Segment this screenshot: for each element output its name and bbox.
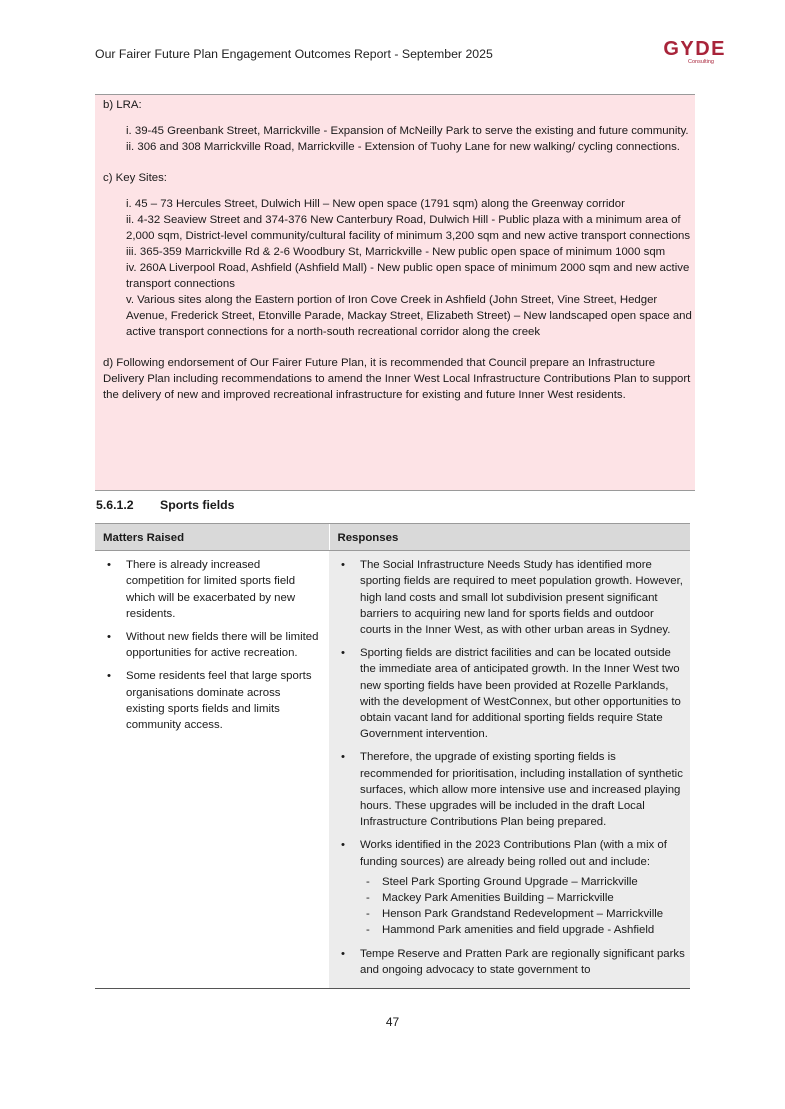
response-item: • Sporting fields are district facilities and can be located outside the immediate area of anticipated growth. In the Inner West two new sporting fields have been provided at Rozelle Parklands, with the development of WestConnex, but other opportunities to obtain vacant land for additional sporting fields require State Government intervention. xyxy=(337,645,686,742)
table-row xyxy=(95,551,690,989)
logo-subtext: Consulting xyxy=(688,59,714,65)
works-item: - Hammond Park amenities and field upgrade - Ashfield xyxy=(360,922,686,938)
matters-responses-table xyxy=(95,523,690,989)
works-item: - Steel Park Sporting Ground Upgrade – Marrickville xyxy=(360,874,686,890)
works-intro: Works identified in the 2023 Contributions Plan (with a mix of funding sources) are already being rolled out and include: xyxy=(360,839,667,868)
matters-list xyxy=(103,557,321,733)
gyde-consulting-logo xyxy=(638,39,726,66)
section-number: 5.6.1.2 xyxy=(96,498,134,512)
key-site-item: iii. 365-359 Marrickville Rd & 2-6 Woodbury St, Marrickville - New public open space of minimum 1000 sqm xyxy=(126,246,666,258)
section-title: Sports fields xyxy=(160,498,235,512)
matters-raised-cell xyxy=(95,551,329,989)
works-item: - Henson Park Grandstand Redevelopment – Marrickville xyxy=(360,906,686,922)
key-site-item: v. Various sites along the Eastern portion of Iron Cove Creek in Ashfield (John Street, Vine Street, Hedger Avenue, Frederick Street, Etonville Parade, Mackay Street, Elizabeth Street) – New landscaped open space and active transport connections for a north-south recreational corridor along the creek xyxy=(126,294,692,338)
section-heading xyxy=(96,498,234,512)
lra-item: ii. 306 and 308 Marrickville Road, Marrickville - Extension of Tuohy Lane for new walking/ cycling connections. xyxy=(126,141,680,153)
infrastructure-recommendation: d) Following endorsement of Our Fairer Future Plan, it is recommended that Council prepare an Infrastructure Delivery Plan including recommendations to amend the Inner West Local Infrastructure Contributions Plan to support the delivery of new and improved recreational infrastructure for existing and future Inner West residents. xyxy=(103,357,691,401)
matter-item: • There is already increased competition for limited sports field which will be exacerbated by new residents. xyxy=(103,557,321,622)
key-site-item: i. 45 – 73 Hercules Street, Dulwich Hill – New open space (1791 sqm) along the Greenway corridor xyxy=(126,198,625,210)
matter-item: • Without new fields there will be limited opportunities for active recreation. xyxy=(103,629,321,661)
key-sites-heading: c) Key Sites: xyxy=(103,172,167,184)
matter-item: • Some residents feel that large sports organisations dominate across existing sports fields and limits community access. xyxy=(103,668,321,733)
key-site-item: ii. 4-32 Seaview Street and 374-376 New Canterbury Road, Dulwich Hill - Public plaza with a minimum area of 2,000 sqm, District-level community/cultural facility of minimum 3,200 sqm and new active transport connections xyxy=(126,214,691,242)
response-item: • Therefore, the upgrade of existing sporting fields is recommended for prioritisation, including installation of synthetic surfaces, which allow more intensive use and increased playing hours. These upgrades will be included in the draft Local Infrastructure Contributions Plan being prepared. xyxy=(337,749,686,830)
response-item: • The Social Infrastructure Needs Study has identified more sporting fields are required to meet population growth. However, high land costs and small lot subdivision present significant barriers to acquiring new land for sports fields and outdoor courts in the Inner West, as with other urban areas in Sydney. xyxy=(337,557,686,638)
lra-list xyxy=(103,123,692,155)
responses-header: Responses xyxy=(329,524,690,551)
responses-list xyxy=(337,557,686,978)
page-number: 47 xyxy=(385,1015,400,1029)
works-list xyxy=(360,874,686,939)
report-header-title: Our Fairer Future Plan Engagement Outcomes Report - September 2025 xyxy=(95,47,493,61)
matters-raised-header: Matters Raised xyxy=(95,524,329,551)
key-site-item: iv. 260A Liverpool Road, Ashfield (Ashfield Mall) - New public open space of minimum 2000 sqm and new active transport connections xyxy=(126,262,690,290)
logo-wordmark: GYDE xyxy=(663,38,726,60)
lra-heading: b) LRA: xyxy=(103,99,142,111)
works-item: - Mackey Park Amenities Building – Marrickville xyxy=(360,890,686,906)
responses-cell xyxy=(329,551,690,989)
recommendation-box xyxy=(95,94,695,491)
lra-item: i. 39-45 Greenbank Street, Marrickville - Expansion of McNeilly Park to serve the existing and future community. xyxy=(126,125,689,137)
response-item-works xyxy=(337,837,686,938)
key-sites-list xyxy=(103,196,692,340)
response-item: • Tempe Reserve and Pratten Park are regionally significant parks and ongoing advocacy to state government to xyxy=(337,946,686,978)
table-header-row xyxy=(95,524,690,551)
